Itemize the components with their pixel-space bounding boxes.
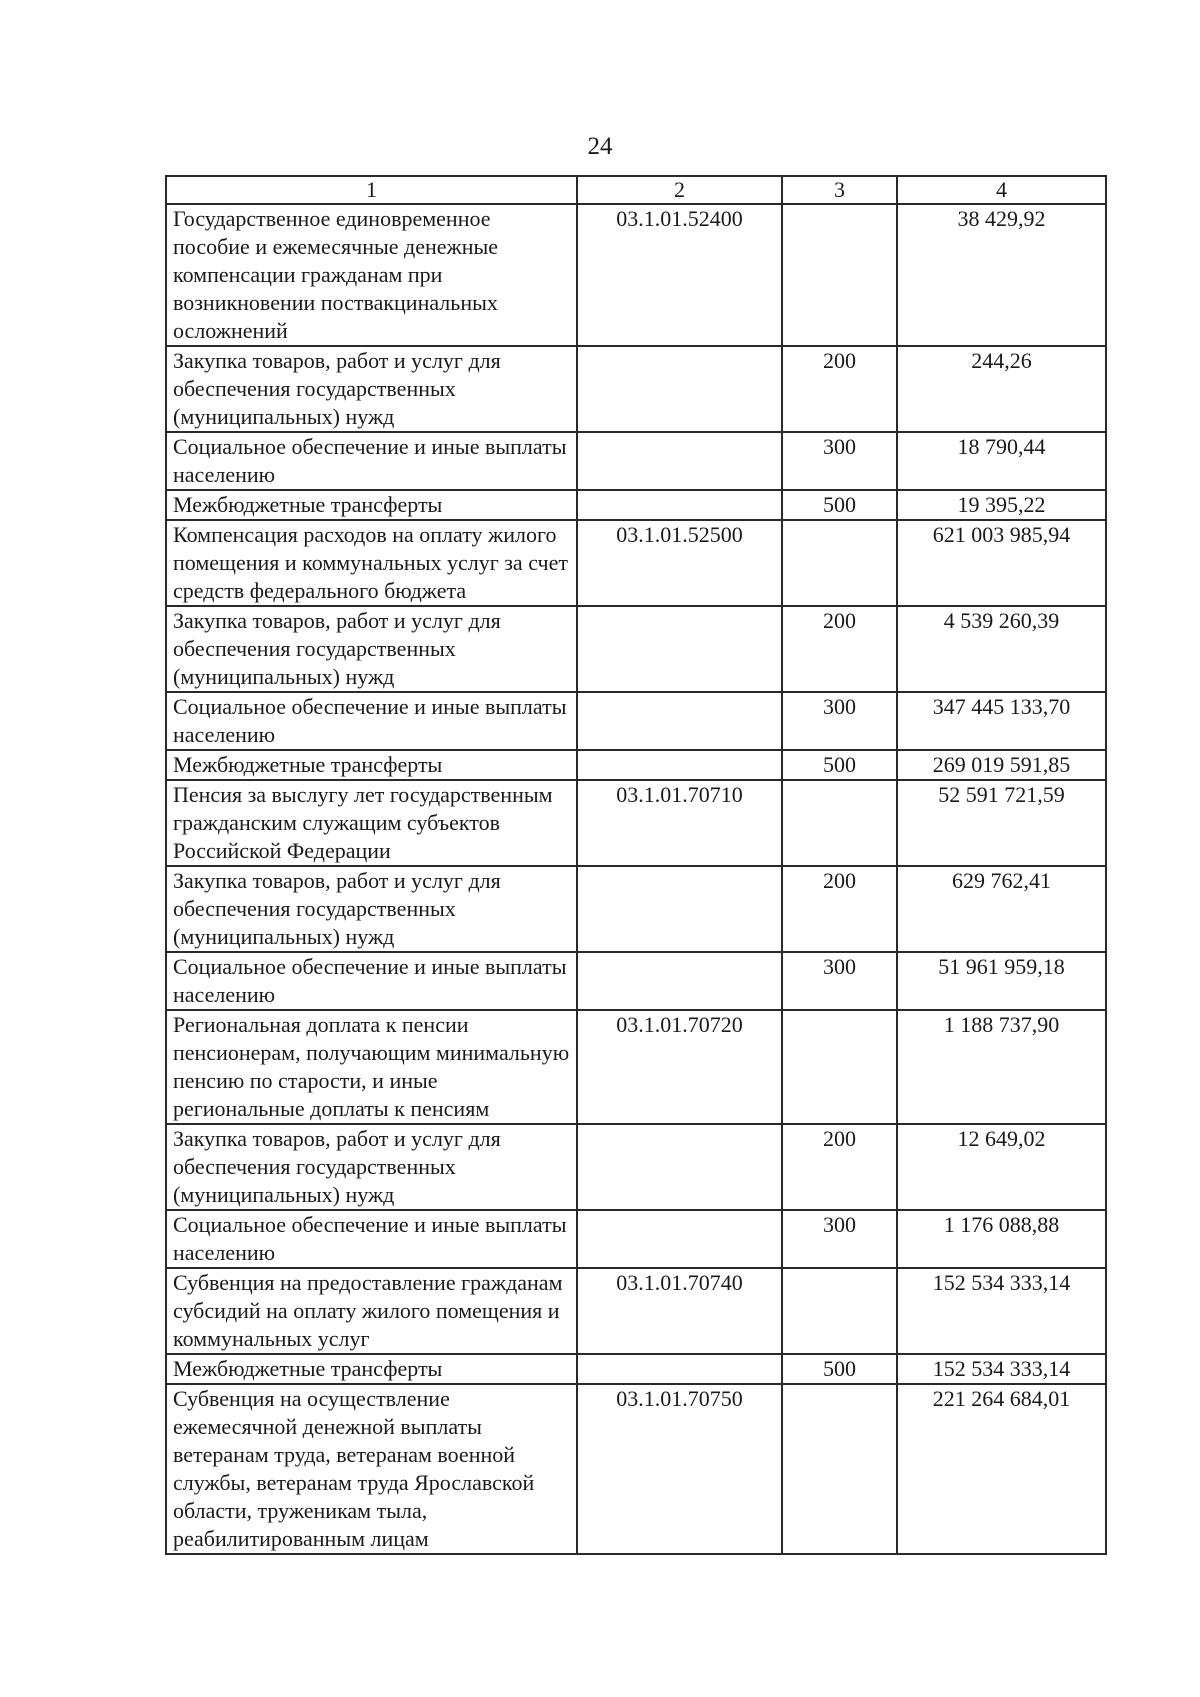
column-header-type: 3 — [782, 176, 897, 204]
row-amount: 19 395,22 — [897, 490, 1106, 520]
row-name: Социальное обеспечение и иные выплаты населению — [166, 952, 577, 1010]
row-amount: 12 649,02 — [897, 1124, 1106, 1210]
row-name: Социальное обеспечение и иные выплаты населению — [166, 1210, 577, 1268]
row-code — [577, 952, 782, 1010]
table-row — [166, 520, 1106, 606]
row-code: 03.1.01.52500 — [577, 520, 782, 606]
row-code: 03.1.01.70710 — [577, 780, 782, 866]
row-type: 300 — [782, 952, 897, 1010]
row-amount: 51 961 959,18 — [897, 952, 1106, 1010]
row-amount: 1 188 737,90 — [897, 1010, 1106, 1124]
row-name: Субвенция на осуществление ежемесячной денежной выплаты ветеранам труда, ветеранам военной службы, ветеранам труда Ярославской области, труженикам тыла, реабилитированным лицам — [166, 1384, 577, 1554]
row-amount: 38 429,92 — [897, 204, 1106, 346]
row-amount: 18 790,44 — [897, 432, 1106, 490]
table-row — [166, 1384, 1106, 1554]
column-header-amount: 4 — [897, 176, 1106, 204]
table-row — [166, 1354, 1106, 1384]
row-code: 03.1.01.70740 — [577, 1268, 782, 1354]
row-type: 200 — [782, 346, 897, 432]
table-row — [166, 1010, 1106, 1124]
table-row — [166, 346, 1106, 432]
row-amount: 52 591 721,59 — [897, 780, 1106, 866]
row-name: Межбюджетные трансферты — [166, 1354, 577, 1384]
row-type: 300 — [782, 1210, 897, 1268]
page-number: 24 — [587, 133, 613, 160]
row-code — [577, 750, 782, 780]
row-amount: 1 176 088,88 — [897, 1210, 1106, 1268]
row-type: 300 — [782, 692, 897, 750]
row-amount: 269 019 591,85 — [897, 750, 1106, 780]
row-type — [782, 1268, 897, 1354]
row-name: Межбюджетные трансферты — [166, 750, 577, 780]
table-row — [166, 692, 1106, 750]
row-name: Субвенция на предоставление гражданам субсидий на оплату жилого помещения и коммунальных услуг — [166, 1268, 577, 1354]
row-name: Закупка товаров, работ и услуг для обеспечения государственных (муниципальных) нужд — [166, 1124, 577, 1210]
table-row — [166, 1124, 1106, 1210]
row-type — [782, 1010, 897, 1124]
table-row — [166, 952, 1106, 1010]
row-code — [577, 346, 782, 432]
table-row — [166, 490, 1106, 520]
table-row — [166, 780, 1106, 866]
row-amount: 4 539 260,39 — [897, 606, 1106, 692]
row-type: 300 — [782, 432, 897, 490]
row-code: 03.1.01.70750 — [577, 1384, 782, 1554]
row-type — [782, 780, 897, 866]
row-type — [782, 1384, 897, 1554]
row-name: Социальное обеспечение и иные выплаты населению — [166, 692, 577, 750]
row-name: Компенсация расходов на оплату жилого помещения и коммунальных услуг за счет средств федерального бюджета — [166, 520, 577, 606]
row-code: 03.1.01.52400 — [577, 204, 782, 346]
row-type: 500 — [782, 1354, 897, 1384]
row-type — [782, 520, 897, 606]
column-header-code: 2 — [577, 176, 782, 204]
row-code — [577, 866, 782, 952]
row-name: Закупка товаров, работ и услуг для обеспечения государственных (муниципальных) нужд — [166, 606, 577, 692]
row-code — [577, 692, 782, 750]
table-row — [166, 1210, 1106, 1268]
row-name: Закупка товаров, работ и услуг для обеспечения государственных (муниципальных) нужд — [166, 346, 577, 432]
table-row — [166, 750, 1106, 780]
column-header-name: 1 — [166, 176, 577, 204]
row-type: 500 — [782, 750, 897, 780]
row-amount: 152 534 333,14 — [897, 1268, 1106, 1354]
row-name: Социальное обеспечение и иные выплаты населению — [166, 432, 577, 490]
row-type: 500 — [782, 490, 897, 520]
row-code — [577, 1210, 782, 1268]
row-type — [782, 204, 897, 346]
row-name: Межбюджетные трансферты — [166, 490, 577, 520]
row-amount: 621 003 985,94 — [897, 520, 1106, 606]
row-name: Закупка товаров, работ и услуг для обеспечения государственных (муниципальных) нужд — [166, 866, 577, 952]
row-code: 03.1.01.70720 — [577, 1010, 782, 1124]
table-row — [166, 1268, 1106, 1354]
table-row — [166, 606, 1106, 692]
row-amount: 152 534 333,14 — [897, 1354, 1106, 1384]
row-code — [577, 432, 782, 490]
table-header-row — [166, 176, 1106, 204]
row-code — [577, 1354, 782, 1384]
row-code — [577, 490, 782, 520]
row-name: Государственное единовременное пособие и ежемесячные денежные компенсации гражданам при возникновении поствакцинальных осложнений — [166, 204, 577, 346]
row-type: 200 — [782, 866, 897, 952]
row-code — [577, 606, 782, 692]
budget-table — [165, 175, 1107, 1555]
table-row — [166, 204, 1106, 346]
row-name: Пенсия за выслугу лет государственным гражданским служащим субъектов Российской Федерации — [166, 780, 577, 866]
row-amount: 629 762,41 — [897, 866, 1106, 952]
row-amount: 347 445 133,70 — [897, 692, 1106, 750]
row-code — [577, 1124, 782, 1210]
table-row — [166, 866, 1106, 952]
row-name: Региональная доплата к пенсии пенсионерам, получающим минимальную пенсию по старости, и иные региональные доплаты к пенсиям — [166, 1010, 577, 1124]
row-amount: 244,26 — [897, 346, 1106, 432]
row-type: 200 — [782, 606, 897, 692]
table-row — [166, 432, 1106, 490]
row-amount: 221 264 684,01 — [897, 1384, 1106, 1554]
row-type: 200 — [782, 1124, 897, 1210]
